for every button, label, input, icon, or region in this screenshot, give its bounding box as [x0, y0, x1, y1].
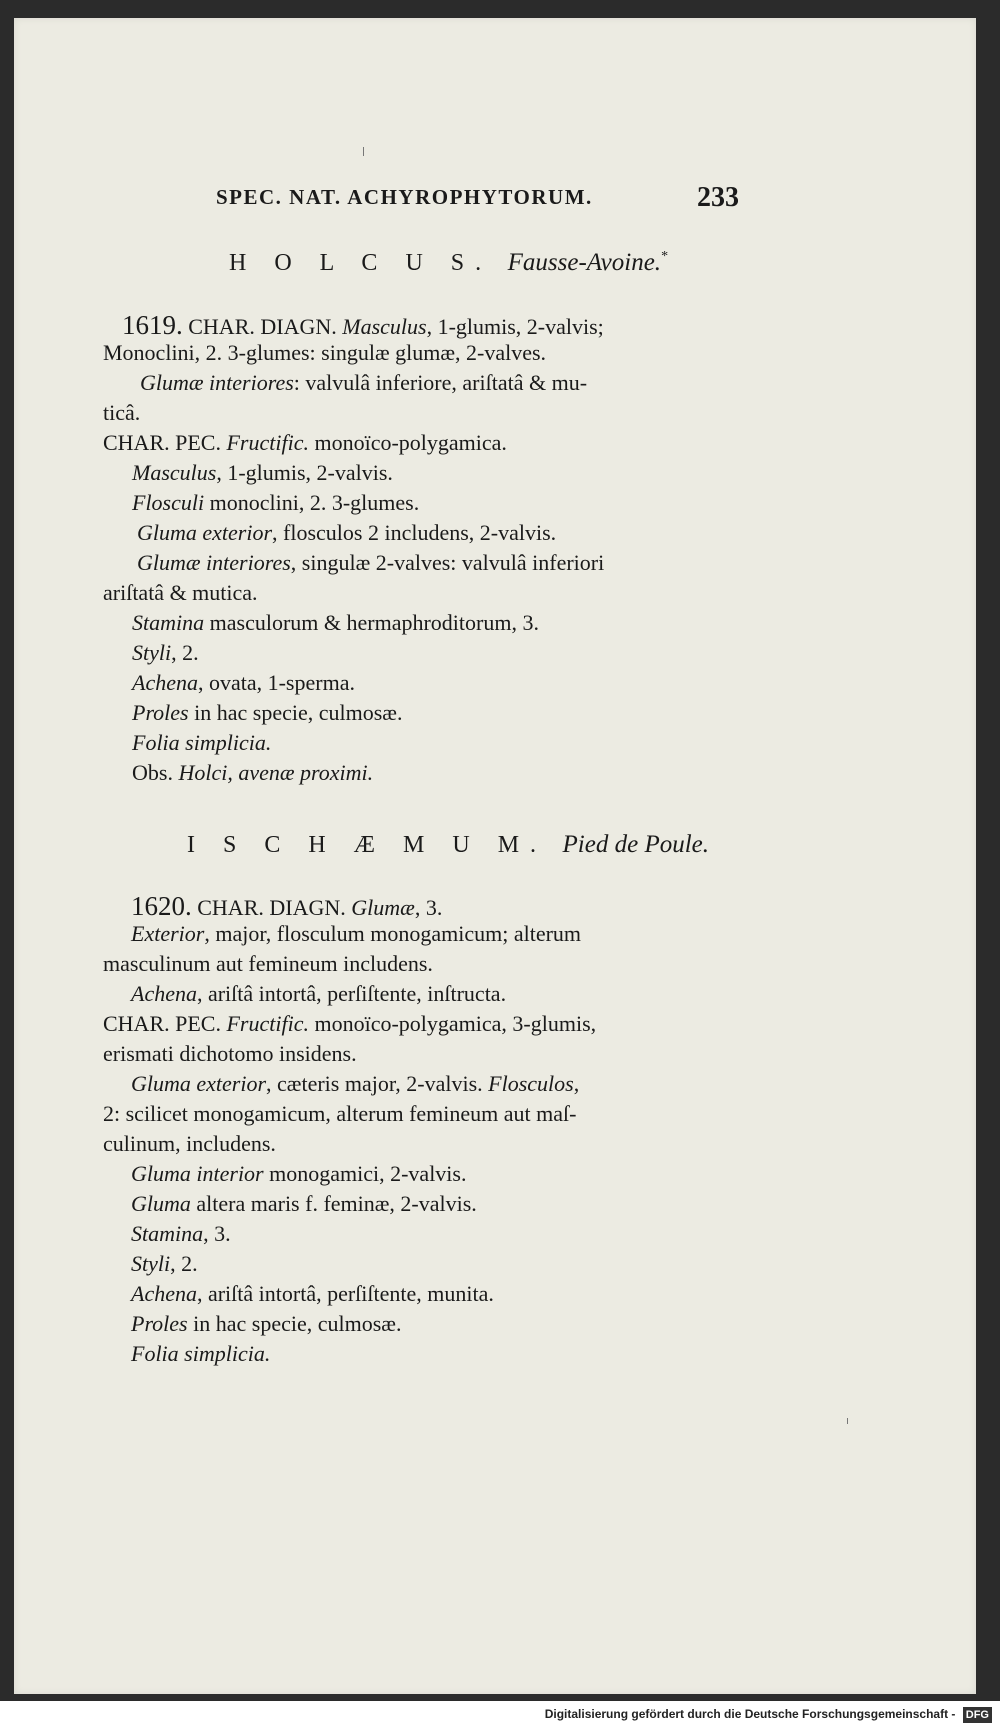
text-line: [103, 953, 433, 975]
common-name: Fausse-Avoine.: [507, 249, 662, 276]
italic-term: Folia simplicia.: [131, 1341, 271, 1366]
italic-term: Gluma exterior: [131, 1071, 267, 1096]
italic-term: Stamina: [132, 610, 205, 635]
text-line: [132, 762, 373, 784]
common-name: Pied de Poule.: [562, 831, 710, 858]
line-text: masculinum aut femineum includens.: [103, 951, 433, 976]
line-text: , 2.: [170, 1251, 198, 1276]
line-text: Obs.: [132, 760, 179, 785]
italic-term: Achena: [132, 670, 198, 695]
line-text: , singulæ 2-valves: valvulâ inferiori: [290, 550, 605, 575]
holcus-heading: [229, 250, 668, 275]
running-title: SPEC. NAT. ACHYROPHYTORUM.: [216, 185, 593, 209]
italic-term: Styli: [132, 640, 172, 665]
text-line: [103, 342, 546, 364]
text-line: [103, 1043, 357, 1065]
footer-credit: Digitalisierung gefördert durch die Deutsche Forschungsgemeinschaft -: [544, 1707, 956, 1721]
dfg-logo: DFG: [963, 1707, 992, 1723]
text-line: [131, 893, 442, 920]
italic-term: Folia simplicia.: [132, 730, 272, 755]
section-label: CHAR. PEC.: [103, 430, 227, 455]
line-text: 2: scilicet monogamicum, alterum femineum aut maſ-: [103, 1101, 577, 1126]
section-label: CHAR. PEC.: [103, 1011, 227, 1036]
genus-name: I S C H Æ M U M.: [187, 832, 548, 858]
text-line: [132, 732, 271, 754]
line-text: ariſtatâ & mutica.: [103, 580, 258, 605]
section-label: CHAR. DIAGN.: [191, 895, 352, 920]
italic-term: Styli: [131, 1251, 171, 1276]
text-line: [132, 702, 402, 724]
italic-term: Holci, avenæ proximi.: [178, 760, 374, 785]
text-line: [131, 1313, 401, 1335]
line-text: masculorum & hermaphroditorum, 3.: [204, 610, 539, 635]
italic-term: Glumæ interiores: [140, 370, 294, 395]
text-line: [103, 582, 258, 604]
line-text: monogamici, 2-valvis.: [263, 1161, 467, 1186]
line-text: , 3.: [203, 1221, 231, 1246]
line-text: , ariſtâ intortâ, perſiſtente, munita.: [196, 1281, 494, 1306]
text-line: [137, 552, 604, 574]
text-line: [122, 312, 604, 339]
italic-term: Proles: [132, 700, 189, 725]
text-line: [131, 923, 581, 945]
page-speck: [847, 1418, 848, 1424]
text-line: [132, 672, 355, 694]
text-line: [131, 1343, 270, 1365]
italic-term: Gluma exterior: [137, 520, 273, 545]
text-line: [103, 1103, 576, 1125]
text-line: [137, 522, 556, 544]
italic-term: Masculus: [342, 314, 427, 339]
italic-term: Flosculos: [488, 1071, 574, 1096]
italic-term: Glumæ: [351, 895, 415, 920]
footer-bar: [0, 1701, 1000, 1727]
italic-term: Fructific.: [226, 430, 309, 455]
line-text: , 1-glumis, 2-valvis.: [216, 460, 393, 485]
line-text: altera maris f. feminæ, 2-valvis.: [190, 1191, 477, 1216]
line-text: ticâ.: [103, 400, 141, 425]
italic-term: Proles: [131, 1311, 188, 1336]
page-number: 233: [697, 182, 739, 213]
genus-name: H O L C U S.: [229, 250, 493, 276]
text-line: [103, 432, 507, 454]
text-line: [131, 1073, 579, 1095]
page-speck: [363, 147, 364, 156]
italic-term: Gluma: [131, 1191, 191, 1216]
line-text: monoïco-polygamica, 3-glumis,: [308, 1011, 597, 1036]
line-text: , ariſtâ intortâ, perſiſtente, inſtructa.: [196, 981, 507, 1006]
line-text: , ovata, 1-sperma.: [197, 670, 355, 695]
italic-term: Stamina: [131, 1221, 204, 1246]
text-line: [131, 983, 506, 1005]
line-text: monoïco-polygamica.: [308, 430, 507, 455]
line-text: , flosculos 2 includens, 2-valvis.: [272, 520, 557, 545]
text-line: [131, 1283, 494, 1305]
line-text: culinum, includens.: [103, 1131, 276, 1156]
line-text: , 2.: [171, 640, 199, 665]
text-line: [103, 1013, 596, 1035]
line-text: 1620.: [131, 891, 192, 921]
line-text: in hac specie, culmosæ.: [188, 700, 403, 725]
text-line: [132, 462, 393, 484]
text-line: [131, 1163, 466, 1185]
line-text: in hac specie, culmosæ.: [187, 1311, 402, 1336]
line-text: Monoclini, 2. 3-glumes: singulæ glumæ, 2-valves.: [103, 340, 547, 365]
text-line: [140, 372, 587, 394]
line-text: 1619.: [122, 310, 183, 340]
asterisk: *: [661, 249, 669, 264]
text-line: [131, 1223, 231, 1245]
italic-term: Masculus: [132, 460, 217, 485]
line-text: , 3.: [414, 895, 443, 920]
line-text: erismati dichotomo insidens.: [103, 1041, 357, 1066]
line-text: , 1-glumis, 2-valvis;: [426, 314, 604, 339]
text-line: [132, 612, 539, 634]
section-label: CHAR. DIAGN.: [182, 314, 343, 339]
line-text: monoclini, 2. 3-glumes.: [204, 490, 420, 515]
italic-term: Glumæ interiores: [137, 550, 291, 575]
italic-term: Flosculi: [132, 490, 205, 515]
italic-term: Gluma interior: [131, 1161, 264, 1186]
ischaemum-heading: [187, 832, 709, 857]
text-line: [131, 1253, 198, 1275]
line-text: : valvulâ inferiore, ariſtatâ & mu-: [293, 370, 588, 395]
line-text: , major, flosculum monogamicum; alterum: [204, 921, 582, 946]
text-line: [103, 402, 140, 424]
text-line: [103, 1133, 276, 1155]
italic-term: Exterior: [131, 921, 205, 946]
italic-term: Fructific.: [226, 1011, 309, 1036]
italic-term: Achena: [131, 981, 197, 1006]
italic-term: Achena: [131, 1281, 197, 1306]
text-line: [132, 492, 419, 514]
line-text: , cæteris major, 2-valvis.: [266, 1071, 489, 1096]
text-line: [131, 1193, 477, 1215]
line-text: ,: [573, 1071, 580, 1096]
text-line: [132, 642, 199, 664]
